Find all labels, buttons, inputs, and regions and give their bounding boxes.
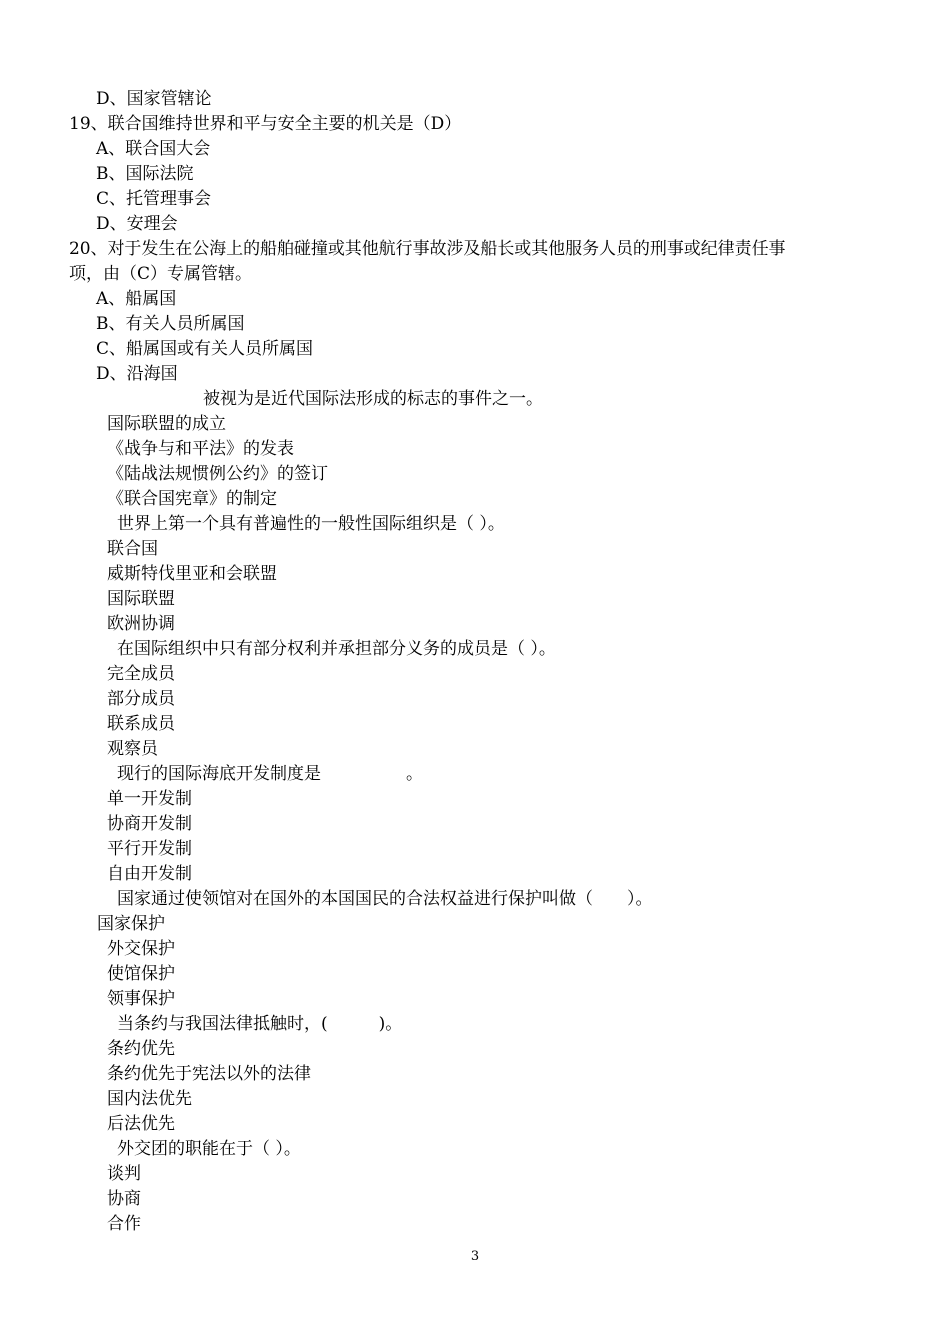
option-line: 联系成员 bbox=[107, 714, 175, 734]
question-line: 世界上第一个具有普遍性的一般性国际组织是（ ）。 bbox=[117, 514, 505, 534]
option-line: 国际联盟的成立 bbox=[107, 414, 226, 434]
question-20-continued: 项，由（C）专属管辖。 bbox=[69, 264, 253, 284]
question-line: 在国际组织中只有部分权利并承担部分义务的成员是（ ）。 bbox=[117, 639, 556, 659]
question-20: 20、对于发生在公海上的船舶碰撞或其他航行事故涉及船长或其他服务人员的刑事或纪律责任事 bbox=[69, 239, 786, 259]
option-line: 合作 bbox=[107, 1214, 141, 1234]
option-line: 《联合国宪章》的制定 bbox=[107, 489, 277, 509]
option-line: B、有关人员所属国 bbox=[96, 314, 245, 334]
option-line: 条约优先于宪法以外的法律 bbox=[107, 1064, 311, 1084]
question-line: 被视为是近代国际法形成的标志的事件之一。 bbox=[203, 389, 543, 409]
text-line: D、国家管辖论 bbox=[96, 89, 212, 109]
option-line: 协商 bbox=[107, 1189, 141, 1209]
question-line: 国家通过使领馆对在国外的本国国民的合法权益进行保护叫做（ ）。 bbox=[117, 889, 653, 909]
option-line: 《战争与和平法》的发表 bbox=[107, 439, 294, 459]
option-line: 国家保护 bbox=[97, 914, 165, 934]
option-line: 《陆战法规惯例公约》的签订 bbox=[107, 464, 328, 484]
option-line: 条约优先 bbox=[107, 1039, 175, 1059]
option-line: 国际联盟 bbox=[107, 589, 175, 609]
question-line: 现行的国际海底开发制度是 。 bbox=[117, 764, 423, 784]
option-line: 谈判 bbox=[107, 1164, 141, 1184]
question-line: 当条约与我国法律抵触时，( )。 bbox=[117, 1014, 403, 1034]
option-line: A、船属国 bbox=[96, 289, 177, 309]
option-line: 欧洲协调 bbox=[107, 614, 175, 634]
option-line: C、船属国或有关人员所属国 bbox=[96, 339, 314, 359]
option-line: 外交保护 bbox=[107, 939, 175, 959]
option-line: 单一开发制 bbox=[107, 789, 192, 809]
option-line: D、沿海国 bbox=[96, 364, 178, 384]
option-line: 完全成员 bbox=[107, 664, 175, 684]
page-number: 3 bbox=[470, 1249, 480, 1264]
option-line: A、联合国大会 bbox=[96, 139, 211, 159]
option-line: 观察员 bbox=[107, 739, 158, 759]
option-line: D、安理会 bbox=[96, 214, 178, 234]
option-line: C、托管理事会 bbox=[96, 189, 212, 209]
option-line: 领事保护 bbox=[107, 989, 175, 1009]
option-line: 后法优先 bbox=[107, 1114, 175, 1134]
option-line: 自由开发制 bbox=[107, 864, 192, 884]
question-19: 19、联合国维持世界和平与安全主要的机关是（D） bbox=[69, 114, 462, 134]
option-line: 平行开发制 bbox=[107, 839, 192, 859]
option-line: 威斯特伐里亚和会联盟 bbox=[107, 564, 277, 584]
option-line: 协商开发制 bbox=[107, 814, 192, 834]
option-line: 使馆保护 bbox=[107, 964, 175, 984]
option-line: 国内法优先 bbox=[107, 1089, 192, 1109]
option-line: B、国际法院 bbox=[96, 164, 194, 184]
option-line: 联合国 bbox=[107, 539, 158, 559]
option-line: 部分成员 bbox=[107, 689, 175, 709]
question-line: 外交团的职能在于（ ）。 bbox=[117, 1139, 301, 1159]
